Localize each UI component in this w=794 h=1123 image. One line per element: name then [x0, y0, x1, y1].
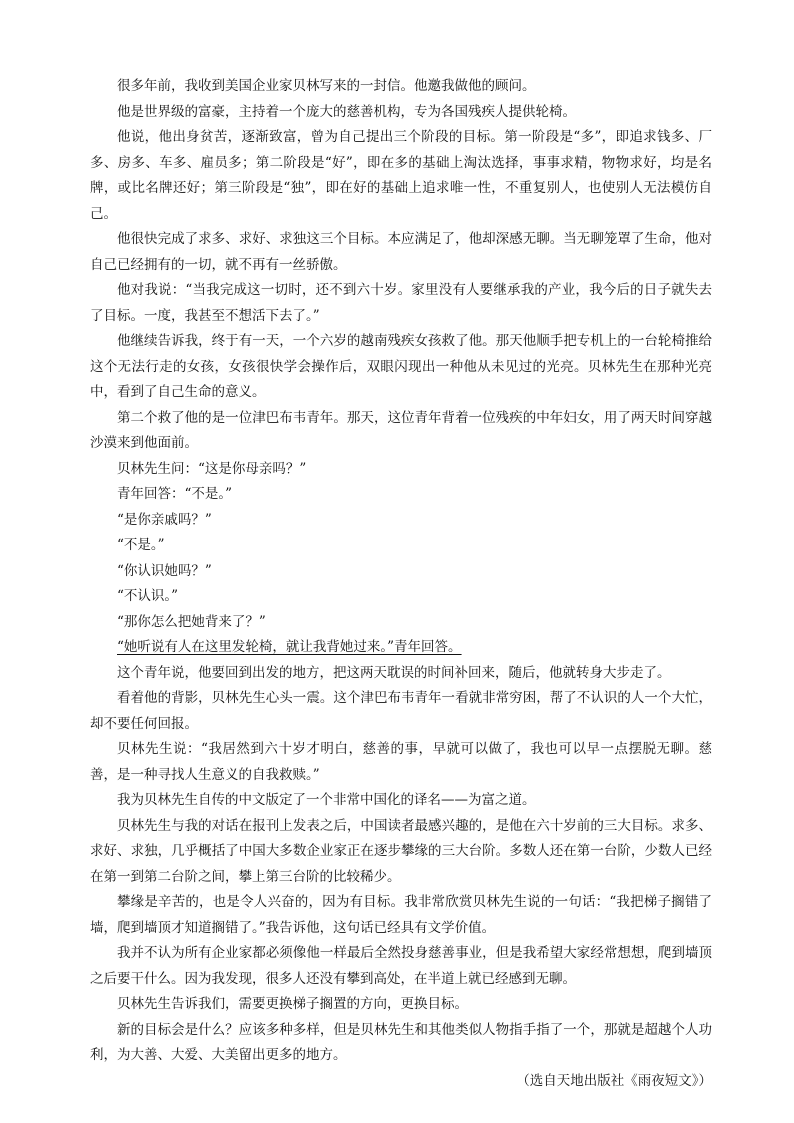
paragraph-4: 他很快完成了求多、求好、求独这三个目标。本应满足了，他却深感无聊。当无聊笼罩了生命，他对自己已经拥有的一切，就不再有一丝骄傲。: [90, 231, 712, 273]
paragraph-15: “她听说有人在这里发轮椅，就让我背她过来。”青年回答。: [117, 639, 462, 655]
paragraph-5: 他对我说：“当我完成这一切时，还不到六十岁。家里没有人要继承我的产业，我今后的日子就失去了目标。一度，我甚至不想活下去了。”: [90, 282, 712, 324]
article: [90, 74, 712, 1094]
paragraph-23: 贝林先生告诉我们，需要更换梯子搁置的方向，更换目标。: [117, 996, 468, 1012]
paragraph-10: “是你亲戚吗？”: [117, 511, 212, 528]
paragraph-9: 青年回答：“不是。”: [117, 486, 233, 502]
source-citation: （选自天地出版社《雨夜短文》）: [516, 1072, 712, 1089]
paragraph-7: 第二个救了他的是一位津巴布韦青年。那天，这位青年背着一位残疾的中年妇女，用了两天时间穿越沙漠来到他面前。: [90, 409, 712, 451]
paragraph-8: 贝林先生问：“这是你母亲吗？”: [117, 460, 307, 477]
paragraph-2: 他是世界级的富豪，主持着一个庞大的慈善机构，专为各国残疾人提供轮椅。: [117, 103, 576, 120]
paragraph-19: 我为贝林先生自传的中文版定了一个非常中国化的译名——为富之道。: [117, 792, 536, 808]
paragraph-3: 他说，他出身贫苦，逐渐致富，曾为自己提出三个阶段的目标。第一阶段是“多”，即追求钱多、厂多、房多、车多、雇员多；第二阶段是“好”，即在多的基础上淘汰选择，事事求精，物物求好，均是名牌，或比名牌还好；第三阶段是“独”，即在好的基础上追求唯一性，不重复别人，也使别人无法模仿自己。: [90, 129, 712, 222]
paragraph-21: 攀缘是辛苦的，也是令人兴奋的，因为有目标。我非常欣赏贝林先生说的一句话：“我把梯子搁错了墙，爬到墙顶才知道搁错了。”我告诉他，这句话已经具有文学价值。: [90, 894, 712, 936]
paragraph-11: “不是。”: [117, 537, 165, 553]
paragraph-18: 贝林先生说：“我居然到六十岁才明白，慈善的事，早就可以做了，我也可以早一点摆脱无聊。慈善，是一种寻找人生意义的自我救赎。”: [90, 741, 712, 783]
paragraph-1: 很多年前，我收到美国企业家贝林写来的一封信。他邀我做他的顾问。: [117, 78, 536, 94]
paragraph-14: “那你怎么把她背来了？”: [117, 613, 266, 630]
paragraph-6: 他继续告诉我，终于有一天，一个六岁的越南残疾女孩救了他。那天他顺手把专机上的一台轮椅推给这个无法行走的女孩，女孩很快学会操作后，双眼闪现出一种他从未见过的光亮。贝林先生在那种光亮中，看到了自己生命的意义。: [90, 333, 712, 400]
paragraph-24: 新的目标会是什么？应该多种多样，但是贝林先生和其他类似人物指手指了一个，那就是超越个人功利，为大善、大爱、大美留出更多的地方。: [90, 1021, 712, 1063]
paragraph-22: 我并不认为所有企业家都必须像他一样最后全然投身慈善事业，但是我希望大家经常想想，爬到墙顶之后要干什么。因为我发现，很多人还没有攀到高处，在半道上就已经感到无聊。: [90, 945, 712, 987]
paragraph-20: 贝林先生与我的对话在报刊上发表之后，中国读者最感兴趣的，是他在六十岁前的三大目标。求多、求好、求独，几乎概括了中国大多数企业家正在逐步攀缘的三大台阶。多数人还在第一台阶，少数人已经在第一到第二台阶之间，攀上第三台阶的比较稀少。: [90, 817, 712, 885]
paragraph-12: “你认识她吗？”: [117, 562, 212, 579]
paragraph-13: “不认识。”: [117, 588, 179, 604]
paragraph-17: 看着他的背影，贝林先生心头一震。这个津巴布韦青年一看就非常穷困，帮了不认识的人一个大忙，却不要任何回报。: [90, 690, 712, 732]
paragraph-16: 这个青年说，他要回到出发的地方，把这两天耽误的时间补回来，随后，他就转身大步走了。: [117, 664, 671, 681]
